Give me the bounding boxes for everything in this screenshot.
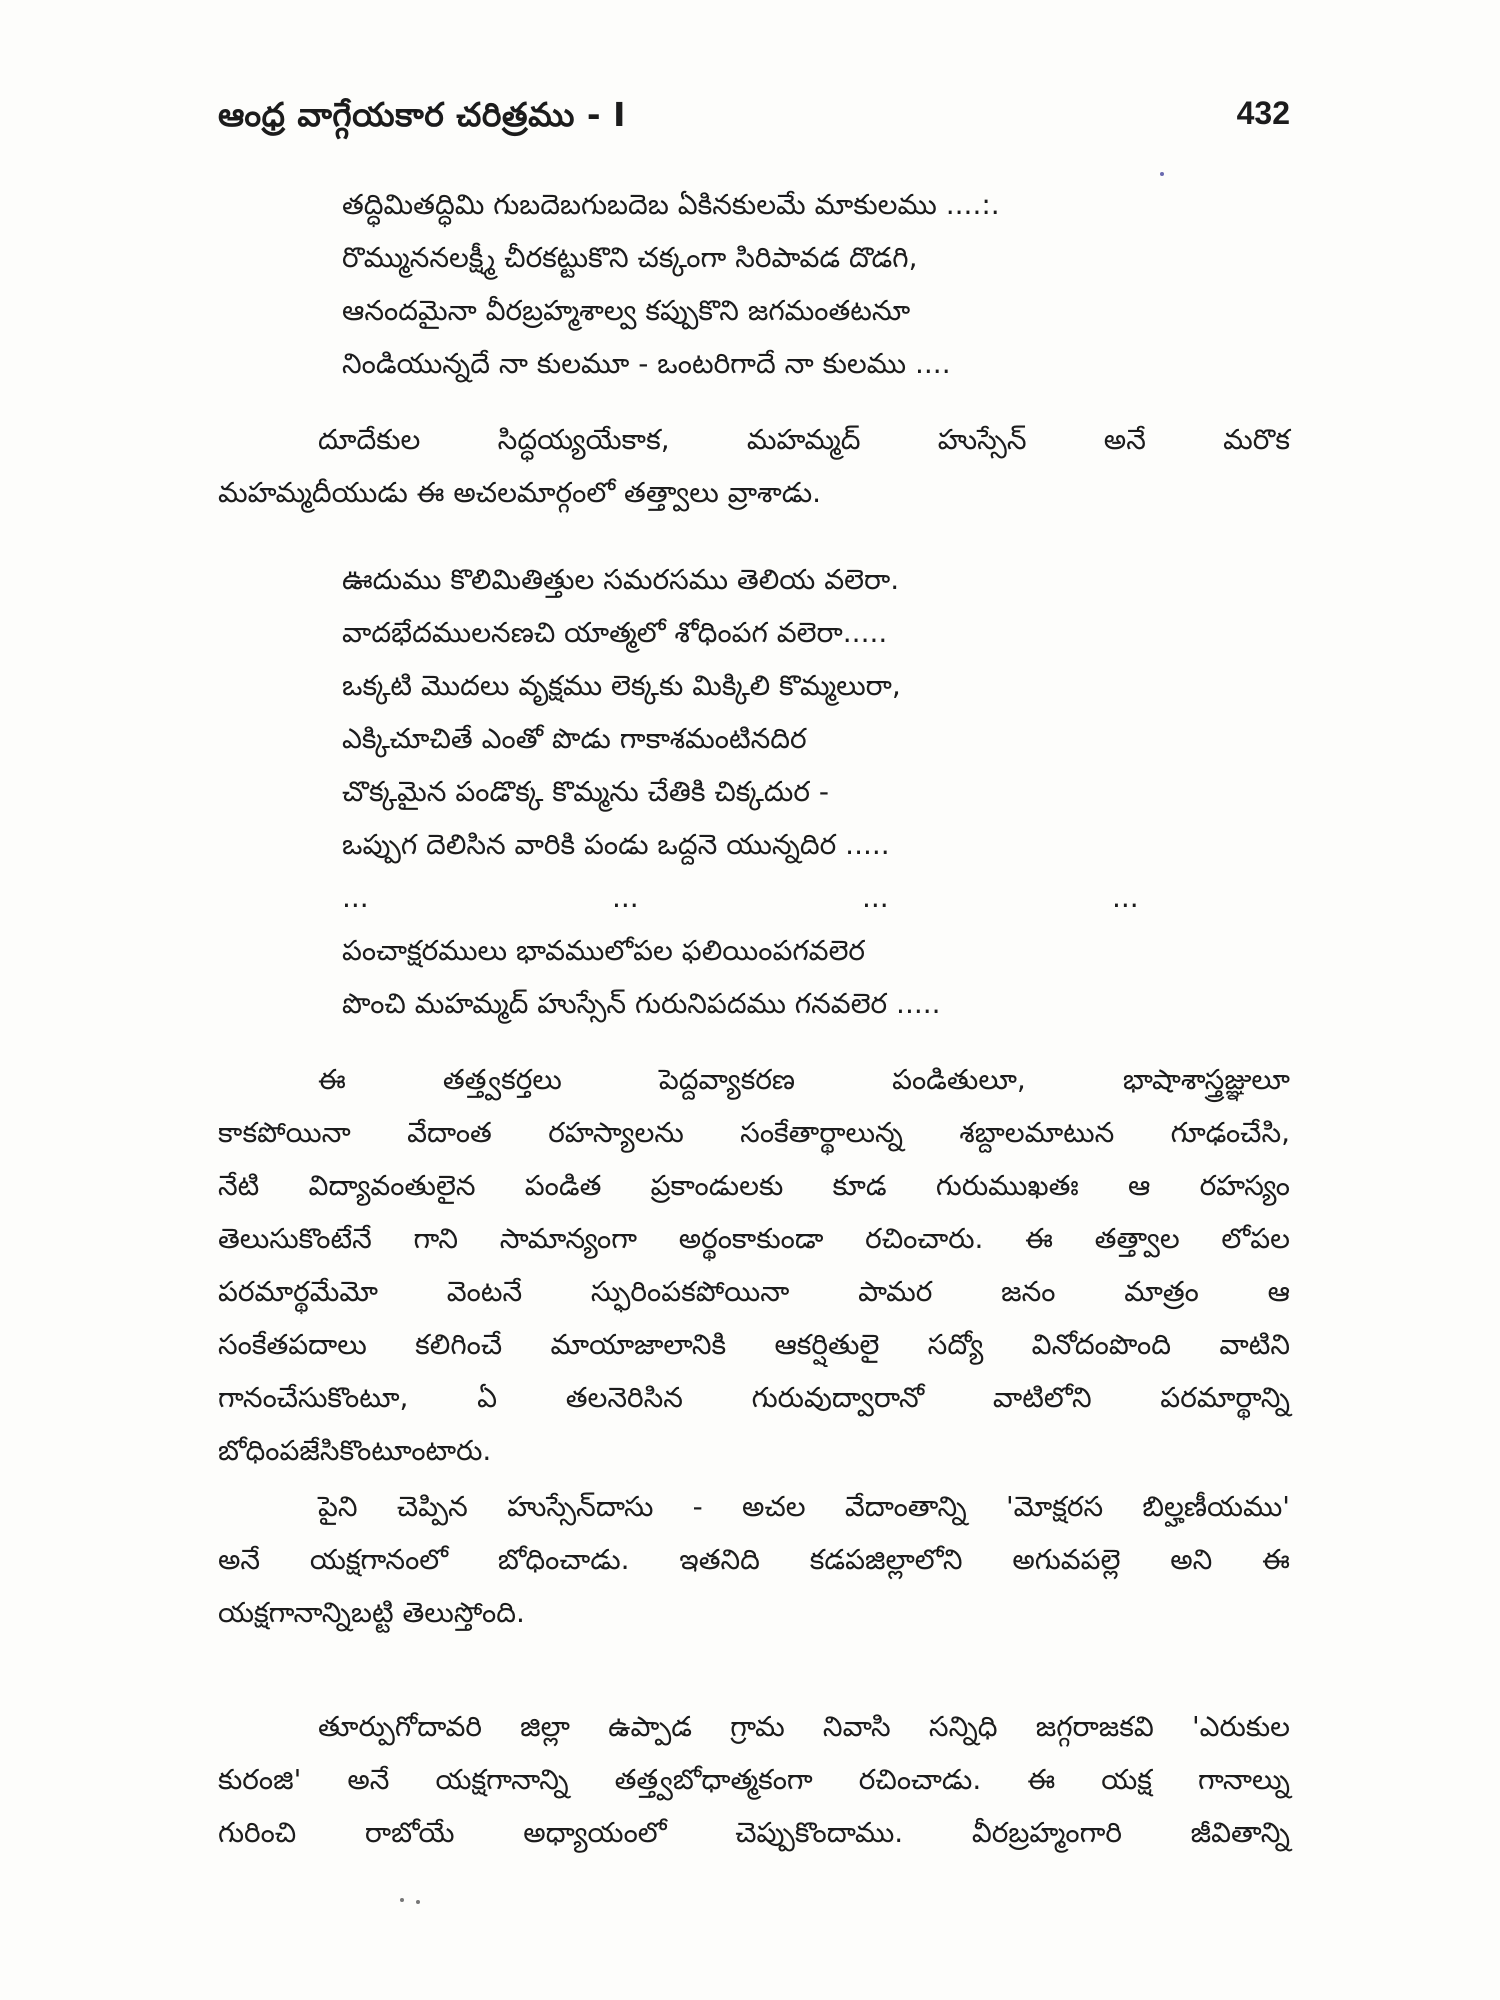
paragraph-3 — [218, 1480, 1290, 1639]
paragraph-line: గానంచేసుకొంటూ, ఏ తలనెరిసిన గురువుద్వారానో వాటిలోని పరమార్థాన్ని — [218, 1381, 1290, 1414]
ink-speck — [400, 1898, 404, 1902]
page-number: 432 — [1236, 95, 1290, 131]
paragraph-line: తూర్పుగోదావరి జిల్లా ఉప్పాడ గ్రామ నివాసి సన్నిధి జగ్గరాజకవి 'ఎరుకుల — [318, 1710, 1290, 1743]
paragraph-line: తెలుసుకొంటేనే గాని సామాన్యంగా అర్థంకాకుండా రచించారు. ఈ తత్త్వాల లోపల — [218, 1222, 1290, 1255]
ellipsis: ... — [862, 881, 889, 914]
ellipsis: ... — [1112, 881, 1139, 914]
paragraph-line: అనే యక్షగానంలో బోధించాడు. ఇతనిది కడపజిల్లాలోని అగువపల్లె అని ఈ — [218, 1543, 1290, 1576]
verse-line: ఒక్కటి మొదలు వృక్షము లెక్కకు మిక్కిలి కొమ్మలురా, — [342, 669, 901, 702]
paragraph-line: దూదేకుల సిద్ధయ్యయేకాక, మహమ్మద్ హుస్సేన్ అనే మరొక — [318, 423, 1290, 456]
paragraph-2 — [218, 1053, 1290, 1477]
ink-speck — [1160, 172, 1164, 176]
verse-line: ఒప్పుగ దెలిసిన వారికి పండు ఒద్దనె యున్నదిర ..... — [342, 828, 890, 861]
ellipsis: ... — [612, 881, 639, 914]
verse-line: పొంచి మహమ్మద్ హుస్సేన్ గురునిపదము గనవలెర ..... — [342, 987, 941, 1020]
verse-line: చొక్కమైన పండొక్క కొమ్మను చేతికి చిక్కదుర - — [342, 775, 829, 808]
ink-speck — [416, 1900, 420, 1904]
omission-row — [342, 871, 1139, 924]
verse-line: ఎక్కిచూచితే ఎంతో పొడు గాకాశమంటినదిర — [342, 722, 807, 755]
paragraph-line: నేటి విద్యావంతులైన పండిత ప్రకాండులకు కూడ గురుముఖతః ఆ రహస్యం — [218, 1169, 1290, 1202]
paragraph-4 — [218, 1700, 1290, 1859]
paragraph-line: కాకపోయినా వేదాంత రహస్యాలను సంకేతార్థాలున్న శబ్దాలమాటున గూఢంచేసి, — [218, 1116, 1290, 1149]
paragraph-line: మహమ్మదీయుడు ఈ అచలమార్గంలో తత్త్వాలు వ్రాశాడు. — [218, 476, 822, 509]
verse-block-2 — [342, 553, 1139, 1030]
ellipsis: ... — [342, 881, 369, 914]
running-title: ఆంధ్ర వాగ్గేయకార చరిత్రము - I — [218, 95, 626, 134]
paragraph-line: బోధింపజేసికొంటూంటారు. — [218, 1434, 492, 1467]
verse-line: నిండియున్నదే నా కులమూ - ఒంటరిగాదే నా కులము .... — [342, 347, 951, 380]
verse-line: ఆనందమైనా వీరబ్రహ్మశాల్వ కప్పుకొని జగమంతటనూ — [342, 294, 911, 327]
paragraph-line: కురంజి' అనే యక్షగానాన్ని తత్త్వబోధాత్మకంగా రచించాడు. ఈ యక్ష గానాల్ను — [218, 1763, 1290, 1796]
paragraph-line: ఈ తత్త్వకర్తలు పెద్దవ్యాకరణ పండితులూ, భాషాశాస్త్రజ్ఞులూ — [318, 1063, 1290, 1096]
verse-line: తద్ధిమితద్ధిమి గుబదెబగుబదెబ ఏకినకులమే మాకులము ....:. — [342, 188, 1000, 221]
verse-line: ఊదుము కొలిమితిత్తుల సమరసము తెలియ వలెరా. — [342, 563, 900, 596]
verse-block-1 — [342, 178, 1000, 390]
verse-line: రొమ్ముననలక్ష్మీ చీరకట్టుకొని చక్కంగా సిరిపావడ దొడగి, — [342, 241, 918, 274]
paragraph-line: సంకేతపదాలు కలిగించే మాయాజాలానికి ఆకర్షితులై సద్యో వినోదంపొంది వాటిని — [218, 1328, 1290, 1361]
paragraph-line: పరమార్థమేమో వెంటనే స్ఫురింపకపోయినా పామర జనం మాత్రం ఆ — [218, 1275, 1290, 1308]
paragraph-line: యక్షగానాన్నిబట్టి తెలుస్తోంది. — [218, 1596, 525, 1629]
paragraph-1 — [218, 413, 1290, 519]
verse-line: పంచాక్షరములు భావములోపల ఫలియింపగవలెర — [342, 934, 866, 967]
paragraph-line: పైని చెప్పిన హుస్సేన్‌దాసు - అచల వేదాంతాన్ని 'మోక్షరస బిల్హణీయము' — [318, 1490, 1290, 1523]
verse-line: వాదభేదములనణచి యాత్మలో శోధింపగ వలెరా..... — [342, 616, 888, 649]
page-header — [218, 95, 1290, 145]
paragraph-line: గురించి రాబోయే అధ్యాయంలో చెప్పుకొందాము. వీరబ్రహ్మంగారి జీవితాన్ని — [218, 1816, 1290, 1849]
